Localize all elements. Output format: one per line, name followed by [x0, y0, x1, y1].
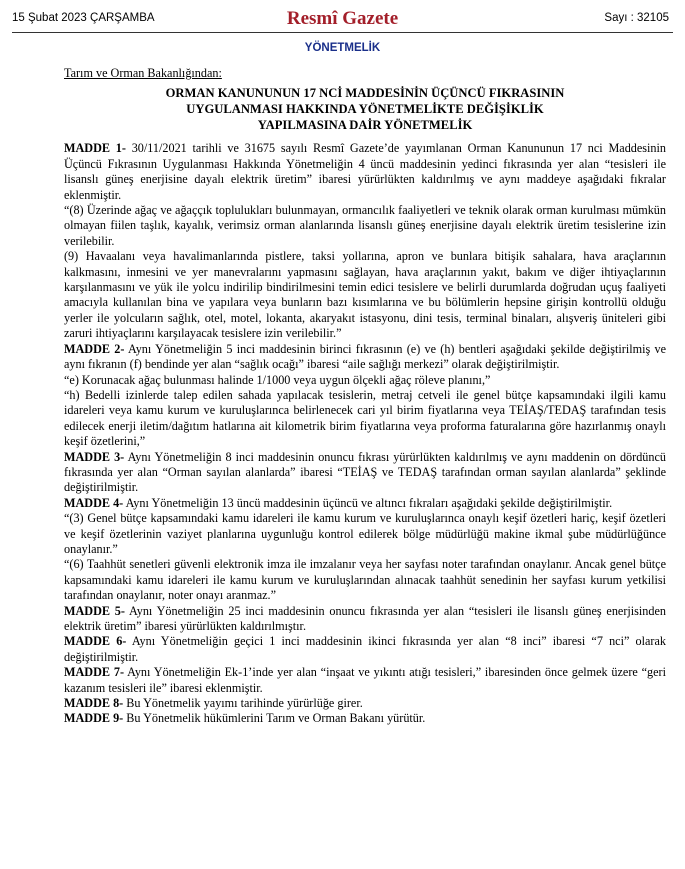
article-paragraph [64, 665, 666, 696]
masthead [12, 8, 673, 34]
amendment-paragraph [64, 203, 666, 249]
article-paragraph [64, 711, 666, 726]
paragraph-text: “(3) Genel bütçe kapsamındaki kamu idareleri ile kamu kurum ve kuruluşlarınca onaylı keşif özetleri hariç, keşif özetleri ve keşif özetlerinin vaziyet planlarına uygunluğu kontrol edilerek bölge müdürlüğü makine ikmal şube müdürlüğünce onaylanır.” [64, 511, 666, 556]
article-paragraph [64, 604, 666, 635]
article-label: MADDE 8- [64, 696, 124, 711]
article-label: MADDE 9- [64, 711, 124, 726]
article-paragraph [64, 342, 666, 373]
paragraph-text: Aynı Yönetmeliğin 5 inci maddesinin birinci fıkrasının (e) ve (h) bentleri aşağıdaki şekilde değiştirilmiş ve aynı fıkranın (f) bendinde yer alan “sağlık ocağı” ibaresi “aile sağlığı merkezi” olarak değiştirilmiştir. [64, 341, 666, 372]
article-paragraph [64, 634, 666, 665]
issue-date: 15 Şubat 2023 ÇARŞAMBA [12, 12, 155, 24]
paragraph-text: Aynı Yönetmeliğin 25 inci maddesinin onuncu fıkrasında yer alan “tesisleri ile lisanslı güneş enerjisinden elektrik üretim” ibaresi yürürlükten kaldırılmıştır. [64, 603, 666, 633]
document-body [64, 66, 666, 727]
amendment-paragraph [64, 557, 666, 603]
paragraph-text: “e) Korunacak ağaç bulunması halinde 1/1000 veya uygun ölçekli ağaç röleve planını,” [64, 372, 491, 387]
issuing-ministry: Tarım ve Orman Bakanlığından: [64, 66, 222, 80]
paragraph-text: Aynı Yönetmeliğin Ek-1’inde yer alan “inşaat ve yıkıntı atığı tesisleri,” ibaresinden önce gelmek üzere “geri kazanım tesisleri ile” ibaresi eklenmiştir. [64, 665, 666, 695]
paragraph-text: Aynı Yönetmeliğin 13 üncü maddesinin üçüncü ve altıncı fıkraları aşağıdaki şekilde değiştirilmiştir. [123, 495, 613, 510]
paragraph-text: (9) Havaalanı veya havalimanlarında pistlere, taksi yollarına, apron ve bunlara bitişik sahalara, hava araçlarının kalkmasını, inmesini ve yer manevralarını yapmasını sağlayan, hava araçlarının yakıt, bakım ve diğer ihtiyaçlarının karşılanmasını ve yük ile yolcu indirilip bindirilmesini temin edici tesislere ve belirli durumlarda doğrudan uçuş faaliyeti amacıyla kullanılan bina ve yapılara veya bunların bazı kısımlarına ve bu bölümlerin hepsine girişin kontrollü olduğu yerler ile yolcuların sağlık, otel, motel, lokanta, akaryakıt istasyonu, dini tesis, terminal binaları, alışveriş üniteleri gibi zaruri ihtiyaçlarını karşılayacak tesislere izin verilebilir.” [64, 249, 666, 341]
paragraph-text: “(8) Üzerinde ağaç ve ağaççık toplulukları bulunmayan, ormancılık faaliyetleri ve teknik olarak orman kurulması mümkün olmayan fiilen taşlık, kayalık, verimsiz orman alanlarında lisanslı güneş enerjisine dayalı elektrik üretim tesislerine izin verilebilir. [64, 203, 666, 248]
article-paragraph [64, 496, 666, 511]
masthead-divider [12, 32, 673, 33]
article-paragraph [64, 141, 666, 203]
article-paragraph [64, 696, 666, 711]
paragraph-text: Aynı Yönetmeliğin 8 inci maddesinin onuncu fıkrası yürürlükten kaldırılmış ve aynı maddenin on dördüncü fıkrasında yer alan “Orman sayılan alanlarda” ibaresi “TEİAŞ ve TEDAŞ tarafından orman sayılan alanlarda” şeklinde değiştirilmiştir. [64, 449, 666, 495]
paragraph-text: 30/11/2021 tarihli ve 31675 sayılı Resmî Gazete’de yayımlanan Orman Kanununun 17 nci Maddesinin Üçüncü Fıkrasının Uygulanması Hakkında Yönetmeliğin 4 üncü maddesinin yedinci fıkrasında yer alan “tesisleri ile lisanslı güneş enerjisine dayalı elektrik üretim” ibaresi yürürlükten kaldırılmış ve aynı maddeye aşağıdaki fıkralar eklenmiştir. [64, 141, 666, 202]
title-line: UYGULANMASI HAKKINDA YÖNETMELİKTE DEĞİŞİKLİK [186, 102, 544, 117]
article-label: MADDE 5- [64, 603, 125, 618]
article-paragraph [64, 450, 666, 496]
amendment-paragraph [64, 388, 666, 450]
paragraph-text: Bu Yönetmelik yayımı tarihinde yürürlüğe girer. [123, 696, 363, 711]
paragraph-text: “h) Bedelli izinlerde talep edilen sahada yapılacak tesislerin, metraj cetveli ile genel bütçe kapsamındaki ilgili kamu idareleri veya kamu kurum ve kuruluşlarınca belirlenecek cari yıl birim fiyatlarına veya TEİAŞ/TEDAŞ tarafından tesis edilecek enerji iletim/dağıtım hatlarına ait kilometrik birim fiyatlarına veya proforma faturalarına göre hazırlanmış onaylı keşif özetlerini,” [64, 387, 666, 449]
article-label: MADDE 2- [64, 341, 125, 356]
article-label: MADDE 6- [64, 634, 127, 649]
section-heading: YÖNETMELİK [304, 42, 381, 54]
title-line: YAPILMASINA DAİR YÖNETMELİK [257, 118, 473, 133]
paragraph-text: Bu Yönetmelik hükümlerini Tarım ve Orman Bakanı yürütür. [123, 711, 426, 726]
paragraph-text: “(6) Taahhüt senetleri güvenli elektronik imza ile imzalanır veya her sayfası noter tarafından onaylanır. Ancak genel bütçe kapsamındaki kamu idareleri ile kamu kurum ve kuruluşlarından alınacak taahhüt senedinin her sayfası kurum yetkilisi tarafından onaylanır, noter onayı aranmaz.” [64, 557, 666, 603]
title-line: ORMAN KANUNUNUN 17 NCİ MADDESİNİN ÜÇÜNCÜ FIKRASININ [165, 86, 565, 101]
amendment-paragraph [64, 373, 666, 388]
regulation-title [64, 85, 666, 133]
issue-number: Sayı : 32105 [604, 12, 669, 24]
gazette-title: Resmî Gazete [286, 8, 399, 29]
article-label: MADDE 4- [64, 495, 124, 510]
article-list [64, 141, 666, 726]
amendment-paragraph [64, 249, 666, 341]
article-label: MADDE 7- [64, 665, 125, 680]
amendment-paragraph [64, 511, 666, 557]
article-label: MADDE 3- [64, 449, 125, 464]
article-label: MADDE 1- [64, 141, 126, 156]
paragraph-text: Aynı Yönetmeliğin geçici 1 inci maddesinin ikinci fıkrasında yer alan “8 inci” ibaresi “7 nci” olarak değiştirilmiştir. [64, 634, 666, 664]
